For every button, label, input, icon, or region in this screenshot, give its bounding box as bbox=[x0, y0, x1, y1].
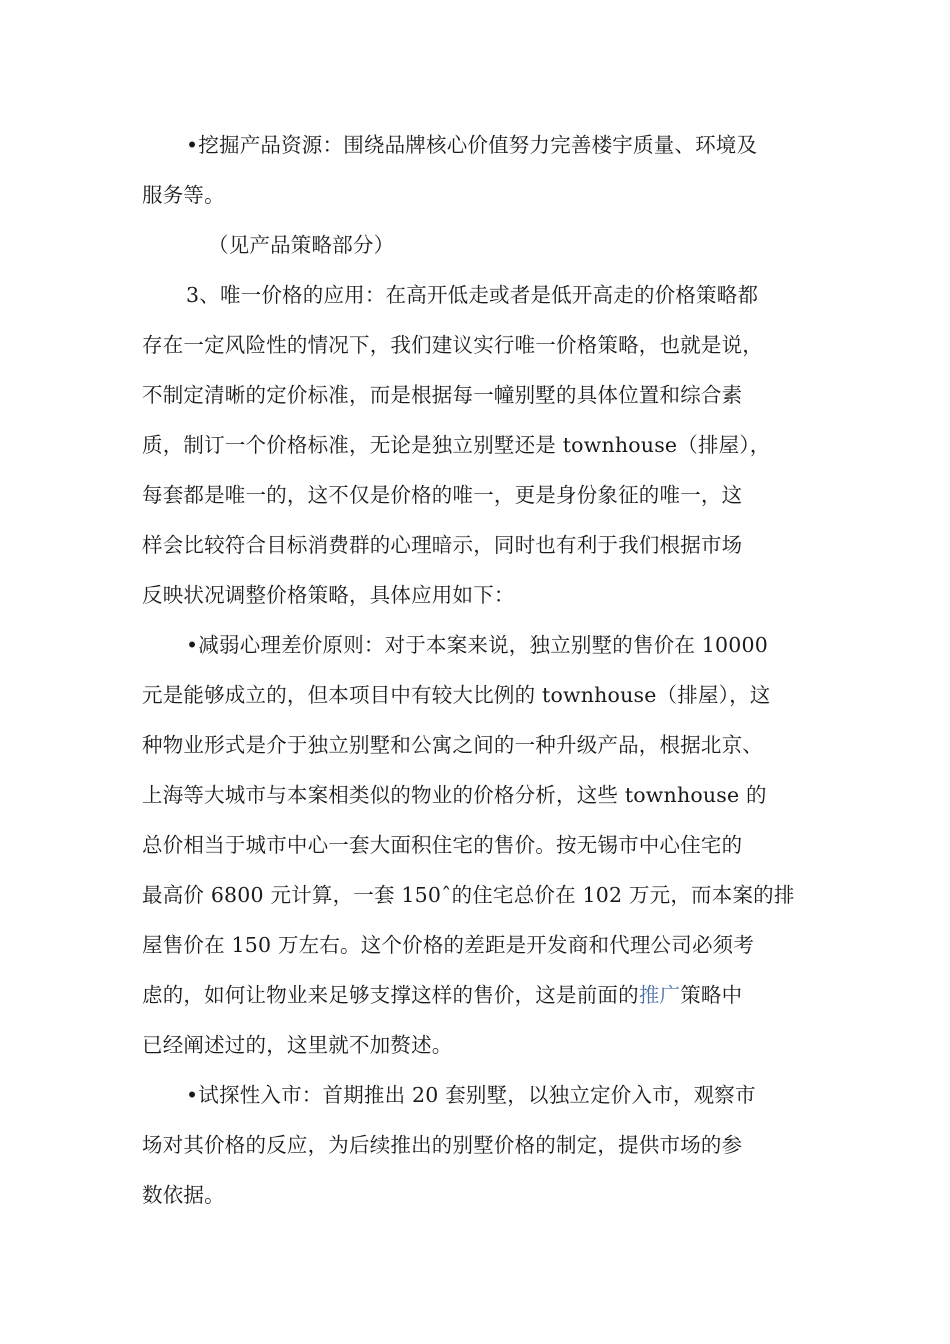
text-line: 元是能够成立的，但本项目中有较大比例的 townhouse（排屋），这 bbox=[142, 683, 771, 707]
text-line: 质，制订一个价格标准，无论是独立别墅还是 townhouse（排屋）， bbox=[142, 433, 771, 457]
text-line: 反映状况调整价格策略，具体应用如下： bbox=[142, 583, 515, 607]
text-line: 已经阐述过的，这里就不加赘述。 bbox=[142, 1033, 453, 1057]
text-line: •减弱心理差价原则：对于本案来说，独立别墅的售价在 10000 bbox=[186, 633, 769, 657]
text-line: •试探性入市：首期推出 20 套别墅，以独立定价入市，观察市 bbox=[186, 1083, 756, 1107]
text-line: 不制定清晰的定价标准，而是根据每一幢别墅的具体位置和综合素 bbox=[142, 383, 743, 407]
text-segment: 虑的，如何让物业来足够支撑这样的售价，这是前面的 bbox=[142, 983, 639, 1007]
text-line: •挖掘产品资源：围绕品牌核心价值努力完善楼宇质量、环境及 bbox=[186, 133, 758, 157]
text-line: 上海等大城市与本案相类似的物业的价格分析，这些 townhouse 的 bbox=[142, 783, 767, 807]
paragraph-trial-entry bbox=[142, 1070, 832, 1220]
text-line: 样会比较符合目标消费群的心理暗示，同时也有利于我们根据市场 bbox=[142, 533, 743, 557]
text-line: 种物业形式是介于独立别墅和公寓之间的一种升级产品，根据北京、 bbox=[142, 733, 763, 757]
paragraph-see-product-strategy bbox=[142, 220, 832, 270]
text-line: 存在一定风险性的情况下，我们建议实行唯一价格策略，也就是说， bbox=[142, 333, 763, 357]
text-line: 总价相当于城市中心一套大面积住宅的售价。按无锡市中心住宅的 bbox=[142, 833, 743, 857]
paragraph-unique-price bbox=[142, 270, 832, 620]
text-line-with-link bbox=[142, 970, 832, 1020]
text-line: 场对其价格的反应，为后续推出的别墅价格的制定，提供市场的参 bbox=[142, 1133, 743, 1157]
text-line: 屋售价在 150 万左右。这个价格的差距是开发商和代理公司必须考 bbox=[142, 933, 755, 957]
promotion-link[interactable]: 推广 bbox=[638, 983, 681, 1007]
text-line: 3、唯一价格的应用：在高开低走或者是低开高走的价格策略都 bbox=[186, 283, 759, 307]
document-page bbox=[142, 120, 832, 1220]
text-line: （见产品策略部分） bbox=[208, 233, 395, 257]
text-line: 服务等。 bbox=[142, 183, 225, 207]
text-segment: 策略中 bbox=[680, 983, 743, 1007]
text-line: 数依据。 bbox=[142, 1183, 225, 1207]
text-line: 每套都是唯一的，这不仅是价格的唯一，更是身份象征的唯一，这 bbox=[142, 483, 743, 507]
text-line: 最高价 6800 元计算，一套 150ˆ的住宅总价在 102 万元，而本案的排 bbox=[142, 883, 795, 907]
paragraph-reduce-price-gap bbox=[142, 620, 832, 1070]
paragraph-product-resources bbox=[142, 120, 832, 220]
